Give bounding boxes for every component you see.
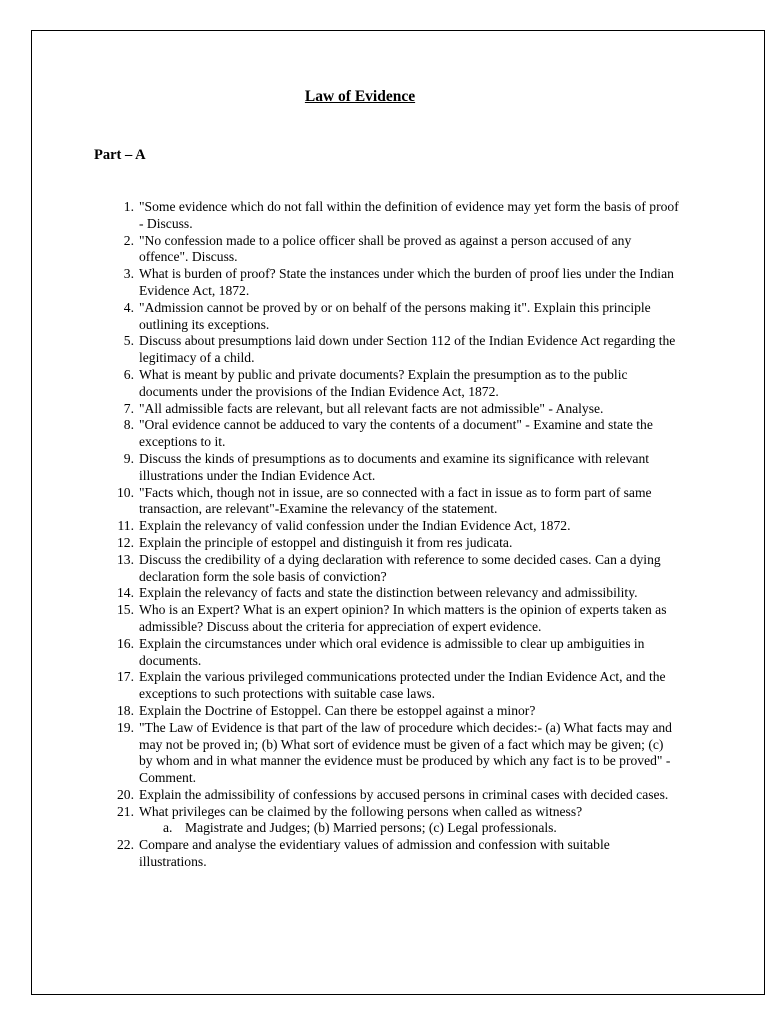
question-text: "Admission cannot be proved by or on behalf of the persons making it". Explain this principle outlining its exceptions. [139, 299, 651, 332]
question-text: Discuss about presumptions laid down under Section 112 of the Indian Evidence Act regarding the legitimacy of a child. [139, 333, 676, 366]
question-text: Explain the relevancy of facts and state the distinction between relevancy and admissibility. [139, 585, 638, 601]
question-list [117, 199, 679, 871]
question-text: Discuss the kinds of presumptions as to documents and examine its significance with relevant illustrations under the Indian Evidence Act. [139, 450, 650, 483]
sub-item-text: Magistrate and Judges; (b) Married persons; (c) Legal professionals. [185, 820, 557, 836]
question-item [117, 803, 679, 838]
question-text: "The Law of Evidence is that part of the law of procedure which decides:- (a) What facts may and may not be proved in; (b) What sort of evidence must be given of a fact which may be given; (c) by whom and in what manner the evidence must be produced by which any fact is to be proved" - Comment. [139, 719, 672, 786]
question-number: 21. [117, 803, 134, 819]
sub-list [139, 820, 679, 837]
question-number: 12. [117, 534, 134, 550]
question-text: Explain the Doctrine of Estoppel. Can there be estoppel against a minor? [139, 702, 536, 718]
question-number: 4. [123, 299, 134, 315]
question-item [117, 786, 679, 804]
question-item [117, 534, 679, 552]
question-number: 19. [117, 719, 134, 735]
question-item [123, 266, 679, 300]
question-text: What privileges can be claimed by the following persons when called as witness? [139, 803, 583, 819]
question-item [117, 484, 679, 519]
question-number: 20. [117, 786, 134, 802]
question-number: 13. [117, 551, 134, 567]
question-text: "Some evidence which do not fall within the definition of evidence may yet form the basis of proof - Discuss. [139, 199, 679, 231]
question-number: 17. [117, 669, 134, 685]
question-number: 18. [117, 702, 134, 718]
question-text: What is meant by public and private documents? Explain the presumption as to the public documents under the provisions of the Indian Evidence Act, 1872. [139, 366, 628, 399]
question-item [123, 232, 679, 267]
question-text: Explain the various privileged communications protected under the Indian Evidence Act, and the exceptions to such protections with suitable case laws. [139, 669, 666, 702]
question-number: 10. [117, 484, 134, 500]
question-text: Explain the circumstances under which oral evidence is admissible to clear up ambiguities in documents. [139, 635, 645, 668]
question-text: Discuss the credibility of a dying declaration with reference to some decided cases. Can a dying declaration form the sole basis of conviction? [139, 551, 661, 584]
question-item [117, 719, 679, 787]
question-number: 22. [117, 837, 134, 853]
question-item [123, 366, 679, 401]
question-text: What is burden of proof? State the instances under which the burden of proof lies under the Indian Evidence Act, 1872. [139, 266, 674, 298]
question-item [117, 551, 679, 586]
question-number: 2. [123, 232, 134, 248]
question-text: Compare and analyse the evidentiary values of admission and confession with suitable illustrations. [139, 837, 610, 870]
question-number: 16. [117, 635, 134, 651]
question-number: 9. [123, 450, 134, 466]
question-text: Explain the admissibility of confessions by accused persons in criminal cases with decided cases. [139, 786, 669, 802]
question-number: 6. [123, 366, 134, 382]
question-text: "No confession made to a police officer shall be proved as against a person accused of any offence". Discuss. [139, 232, 632, 265]
question-text: Who is an Expert? What is an expert opinion? In which matters is the opinion of experts taken as admissible? Discuss about the criteria for appreciation of expert evidence. [139, 602, 667, 634]
question-text: "Facts which, though not in issue, are so connected with a fact in issue as to form part of same transaction, are relevant"-Examine the relevancy of the statement. [139, 484, 652, 517]
question-text: Explain the principle of estoppel and distinguish it from res judicata. [139, 534, 513, 550]
question-item [117, 837, 679, 871]
question-item [123, 400, 679, 418]
question-number: 3. [123, 266, 134, 282]
question-number: 14. [117, 585, 134, 601]
question-number: 15. [117, 602, 134, 618]
question-item [117, 702, 679, 720]
question-item [123, 299, 679, 334]
question-text: "All admissible facts are relevant, but all relevant facts are not admissible" - Analyse. [139, 400, 604, 416]
question-number: 11. [117, 518, 134, 534]
question-text: "Oral evidence cannot be adduced to vary the contents of a document" - Examine and state the exceptions to it. [139, 417, 653, 450]
question-item [123, 199, 679, 233]
question-number: 7. [123, 400, 134, 416]
question-text: Explain the relevancy of valid confession under the Indian Evidence Act, 1872. [139, 518, 571, 534]
question-number: 1. [123, 199, 134, 214]
sub-item [163, 820, 679, 837]
question-item [117, 518, 679, 535]
question-item [117, 669, 679, 703]
question-number: 5. [123, 333, 134, 349]
question-item [117, 585, 679, 602]
question-item [123, 333, 679, 367]
question-item [117, 602, 679, 636]
question-item [123, 450, 679, 485]
question-item [123, 417, 679, 451]
question-number: 8. [123, 417, 134, 433]
sub-item-marker: a. [163, 820, 173, 836]
part-heading: Part – A [94, 147, 146, 163]
question-item [117, 635, 679, 670]
document-title: Law of Evidence [304, 88, 416, 105]
